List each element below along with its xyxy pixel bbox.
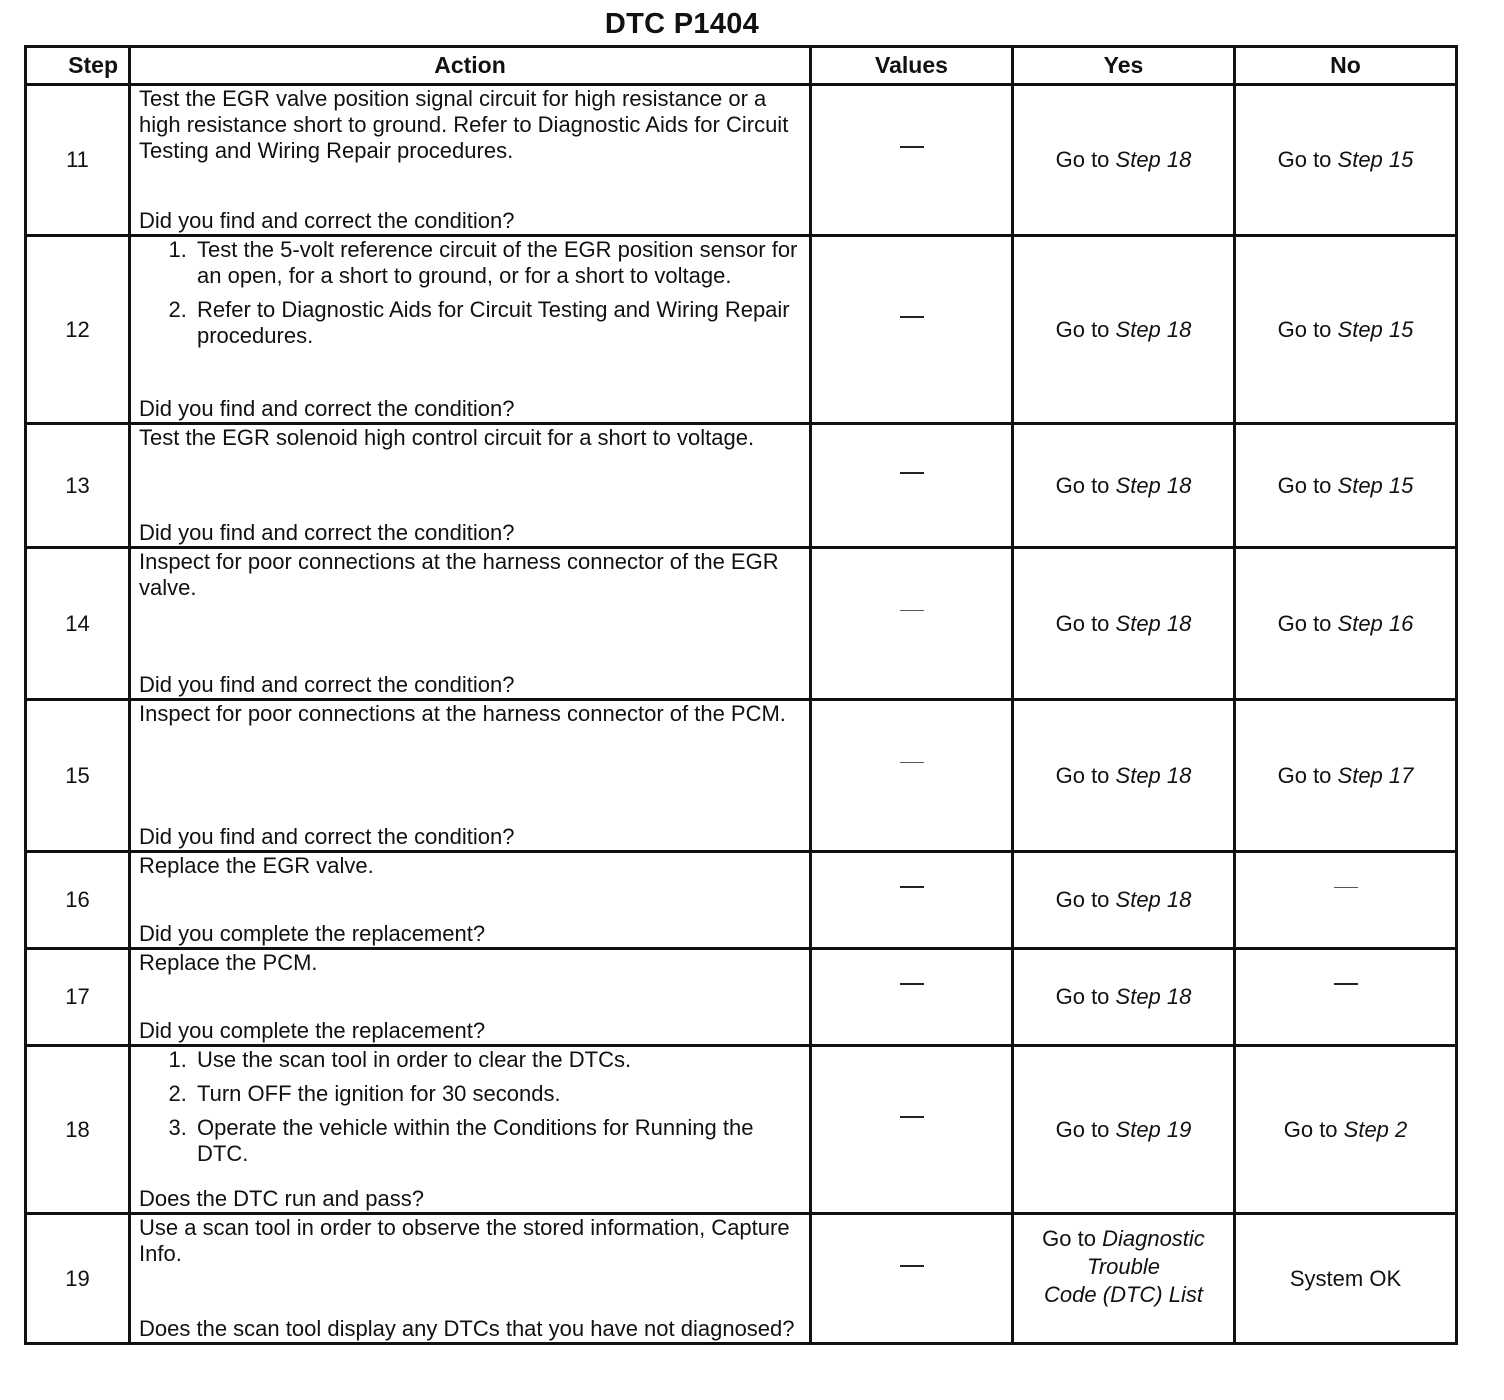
yes-cell bbox=[1013, 949, 1235, 1046]
action-text: Inspect for poor connections at the harness connector of the EGR valve. bbox=[139, 549, 779, 600]
table-row bbox=[26, 424, 1457, 548]
yes-step-link[interactable]: Step 18 bbox=[1115, 610, 1192, 636]
no-cell bbox=[1235, 548, 1457, 700]
no-prefix: Go to bbox=[1277, 147, 1338, 172]
action-list-item: 1. Use the scan tool in order to clear the DTCs. bbox=[193, 1047, 801, 1073]
table-row bbox=[26, 852, 1457, 949]
no-cell bbox=[1235, 236, 1457, 424]
no-prefix: Go to bbox=[1277, 316, 1338, 342]
values-cell bbox=[811, 1214, 1013, 1344]
values-cell bbox=[811, 85, 1013, 236]
action-cell bbox=[130, 852, 811, 949]
action-list-item: 3. Operate the vehicle within the Conditions for Running the DTC. bbox=[193, 1115, 801, 1167]
yes-prefix: Go to bbox=[1055, 984, 1116, 1009]
dtc-table bbox=[24, 45, 1458, 1345]
no-cell bbox=[1235, 949, 1457, 1046]
no-step-link[interactable]: Step 2 bbox=[1343, 1116, 1408, 1142]
action-text: Test the EGR valve position signal circuit for high resistance or a high resistance short to ground. Refer to Diagnostic Aids for Circuit Testing and Wiring Repair procedures. bbox=[139, 86, 789, 163]
step-number: 12 bbox=[26, 236, 130, 424]
action-cell bbox=[130, 1046, 811, 1214]
action-text: Use a scan tool in order to observe the stored information, Capture Info. bbox=[139, 1215, 790, 1266]
action-question: Does the DTC run and pass? bbox=[139, 1186, 424, 1211]
action-list-item: 1. Test the 5-volt reference circuit of the EGR position sensor for an open, for a short to ground, or for a short to voltage. bbox=[193, 237, 801, 289]
values-cell bbox=[811, 949, 1013, 1046]
header-step: Step bbox=[26, 47, 130, 85]
action-text: Inspect for poor connections at the harness connector of the PCM. bbox=[139, 701, 786, 726]
no-cell bbox=[1235, 1214, 1457, 1344]
dash-value bbox=[900, 472, 924, 500]
values-cell bbox=[811, 1046, 1013, 1214]
yes-step-link[interactable]: Step 19 bbox=[1115, 1116, 1192, 1142]
yes-cell bbox=[1013, 548, 1235, 700]
yes-cell bbox=[1013, 236, 1235, 424]
action-cell bbox=[130, 236, 811, 424]
yes-step-link[interactable]: Step 18 bbox=[1115, 316, 1192, 342]
yes-diagnostic-link[interactable] bbox=[1022, 1225, 1225, 1253]
yes-step-link[interactable]: Step 18 bbox=[1115, 762, 1192, 788]
values-cell bbox=[811, 700, 1013, 852]
yes-prefix: Go to bbox=[1055, 887, 1116, 912]
action-cell bbox=[130, 1214, 811, 1344]
action-question: Did you find and correct the condition? bbox=[139, 824, 515, 849]
action-cell bbox=[130, 424, 811, 548]
action-text: Replace the EGR valve. bbox=[139, 853, 374, 878]
yes-step-link[interactable]: Step 18 bbox=[1115, 984, 1192, 1009]
no-result: System OK bbox=[1289, 1265, 1402, 1291]
action-list bbox=[139, 1047, 801, 1175]
no-step-link[interactable]: Step 15 bbox=[1337, 316, 1414, 342]
yes-cell bbox=[1013, 424, 1235, 548]
step-number: 15 bbox=[26, 700, 130, 852]
table-row bbox=[26, 700, 1457, 852]
action-text: Test the EGR solenoid high control circuit for a short to voltage. bbox=[139, 425, 755, 450]
dash-value bbox=[1334, 983, 1358, 1011]
step-number: 16 bbox=[26, 852, 130, 949]
action-cell bbox=[130, 949, 811, 1046]
dash-value bbox=[900, 146, 924, 174]
dash-value bbox=[900, 762, 924, 789]
values-cell bbox=[811, 548, 1013, 700]
values-cell bbox=[811, 236, 1013, 424]
no-cell bbox=[1235, 852, 1457, 949]
yes-cell bbox=[1013, 852, 1235, 949]
yes-prefix: Go to bbox=[1055, 610, 1116, 636]
no-cell bbox=[1235, 1046, 1457, 1214]
yes-step-link[interactable]: Step 18 bbox=[1115, 887, 1192, 912]
table-row bbox=[26, 1046, 1457, 1214]
page-title: DTC P1404 bbox=[604, 8, 760, 40]
action-question: Did you complete the replacement? bbox=[139, 921, 486, 946]
no-step-link[interactable]: Step 16 bbox=[1337, 610, 1414, 636]
no-prefix: Go to bbox=[1277, 472, 1338, 498]
yes-step-link[interactable]: Step 18 bbox=[1115, 472, 1192, 498]
dash-value bbox=[900, 983, 924, 1011]
action-question: Did you find and correct the condition? bbox=[139, 520, 515, 545]
yes-cell bbox=[1013, 85, 1235, 236]
action-list-item: 2. Refer to Diagnostic Aids for Circuit Testing and Wiring Repair procedures. bbox=[193, 297, 801, 349]
no-step-link[interactable]: Step 17 bbox=[1337, 762, 1414, 788]
no-step-link[interactable]: Step 15 bbox=[1337, 147, 1414, 172]
no-prefix: Go to bbox=[1277, 610, 1338, 636]
step-number: 17 bbox=[26, 949, 130, 1046]
step-number: 11 bbox=[26, 85, 130, 236]
action-question: Did you complete the replacement? bbox=[139, 1018, 486, 1043]
no-cell bbox=[1235, 700, 1457, 852]
action-list bbox=[139, 237, 801, 357]
yes-step-link[interactable]: Step 18 bbox=[1115, 147, 1192, 172]
no-step-link[interactable]: Step 15 bbox=[1337, 472, 1414, 498]
no-prefix: Go to bbox=[1277, 762, 1338, 788]
values-cell bbox=[811, 424, 1013, 548]
action-list-item: 2. Turn OFF the ignition for 30 seconds. bbox=[193, 1081, 801, 1107]
yes-cell bbox=[1013, 1214, 1235, 1344]
table-row bbox=[26, 236, 1457, 424]
yes-prefix: Go to bbox=[1042, 1226, 1103, 1251]
yes-link-line: Code (DTC) List bbox=[1044, 1282, 1203, 1307]
action-question: Does the scan tool display any DTCs that you have not diagnosed? bbox=[139, 1316, 795, 1341]
action-cell bbox=[130, 700, 811, 852]
header-no: No bbox=[1235, 47, 1457, 85]
step-number: 18 bbox=[26, 1046, 130, 1214]
dash-value bbox=[900, 316, 924, 344]
table-row bbox=[26, 85, 1457, 236]
yes-prefix: Go to bbox=[1055, 762, 1116, 788]
yes-prefix: Go to bbox=[1055, 147, 1116, 172]
no-prefix: Go to bbox=[1283, 1116, 1344, 1142]
dash-value bbox=[900, 886, 924, 914]
header-row bbox=[26, 47, 1457, 85]
dash-value bbox=[900, 1265, 924, 1293]
header-action: Action bbox=[130, 47, 811, 85]
step-number: 13 bbox=[26, 424, 130, 548]
yes-cell bbox=[1013, 700, 1235, 852]
action-question: Did you find and correct the condition? bbox=[139, 396, 515, 421]
action-cell bbox=[130, 85, 811, 236]
step-number: 14 bbox=[26, 548, 130, 700]
action-question: Did you find and correct the condition? bbox=[139, 672, 515, 697]
dash-value bbox=[1334, 887, 1358, 914]
table-row bbox=[26, 548, 1457, 700]
table-row bbox=[26, 949, 1457, 1046]
yes-prefix: Go to bbox=[1055, 472, 1116, 498]
no-cell bbox=[1235, 85, 1457, 236]
header-values: Values bbox=[811, 47, 1013, 85]
dash-value bbox=[900, 610, 924, 637]
yes-cell bbox=[1013, 1046, 1235, 1214]
action-text: Replace the PCM. bbox=[139, 950, 318, 975]
action-question: Did you find and correct the condition? bbox=[139, 208, 515, 233]
yes-link-line: Diagnostic bbox=[1102, 1226, 1205, 1251]
yes-prefix: Go to bbox=[1055, 316, 1116, 342]
no-cell bbox=[1235, 424, 1457, 548]
dash-value bbox=[900, 1116, 924, 1144]
action-cell bbox=[130, 548, 811, 700]
values-cell bbox=[811, 852, 1013, 949]
yes-link-line: Trouble bbox=[1087, 1254, 1160, 1279]
step-number: 19 bbox=[26, 1214, 130, 1344]
table-row bbox=[26, 1214, 1457, 1344]
header-yes: Yes bbox=[1013, 47, 1235, 85]
yes-prefix: Go to bbox=[1055, 1116, 1116, 1142]
